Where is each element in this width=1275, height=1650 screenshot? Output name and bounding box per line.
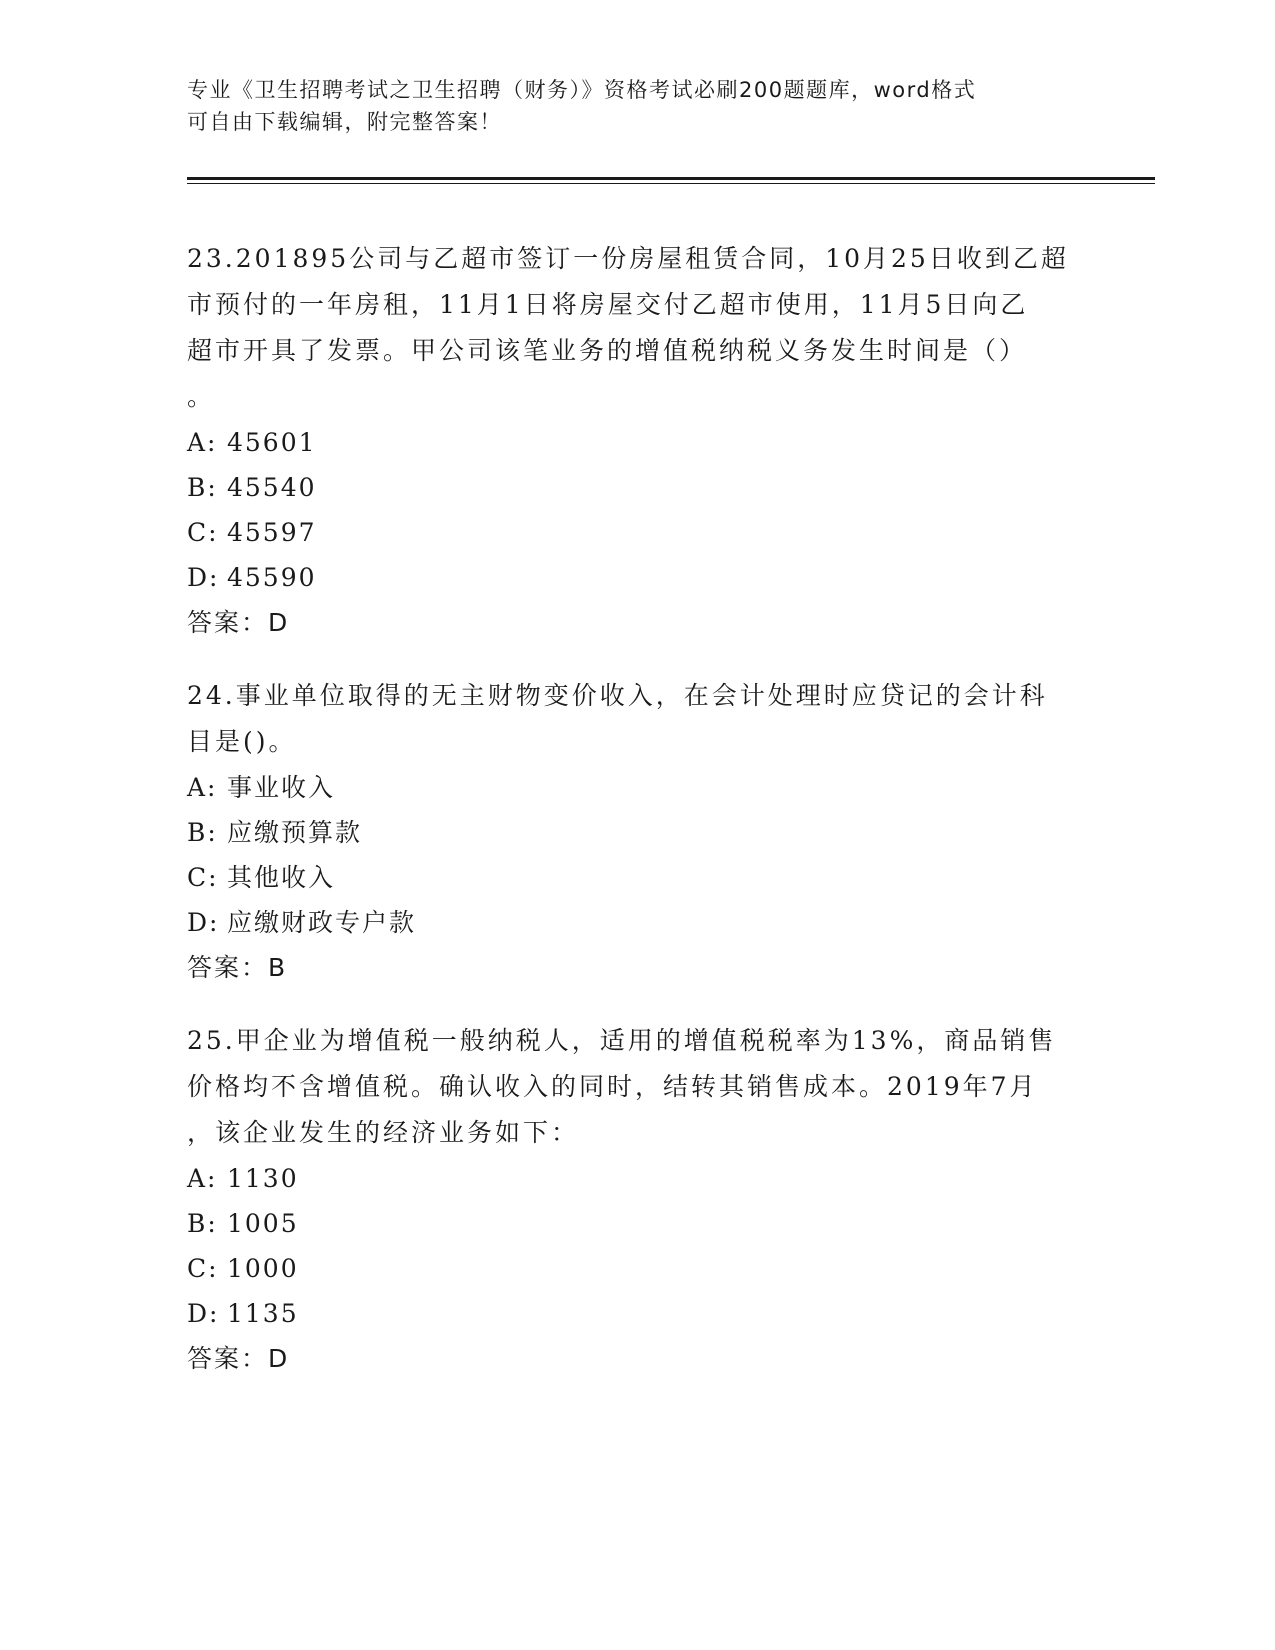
stem-line: ，该企业发生的经济业务如下： <box>187 1118 580 1147</box>
option-text: 45601 <box>227 428 317 457</box>
option-d <box>187 900 1087 945</box>
stem-line: 25.甲企业为增值税一般纳税人，适用的增值税税率为13%，商品销售 <box>187 1026 1057 1055</box>
stem-line: 超市开具了发票。甲公司该笔业务的增值税纳税义务发生时间是（） <box>187 336 1028 365</box>
option-text: 应缴财政专户款 <box>227 908 417 937</box>
stem-line: 24.事业单位取得的无主财物变价收入，在会计处理时应贷记的会计科 <box>187 681 1048 710</box>
answer-line: 答案：D <box>187 1344 290 1373</box>
option-a <box>187 420 1087 465</box>
option-a <box>187 1156 1087 1201</box>
option-b <box>187 1201 1087 1246</box>
option-label: D: <box>187 908 220 937</box>
question-23 <box>187 236 1087 646</box>
option-label: A: <box>187 428 218 457</box>
question-stem <box>187 673 1087 765</box>
option-b <box>187 465 1087 510</box>
option-text: 其他收入 <box>227 863 336 892</box>
option-b <box>187 810 1087 855</box>
option-label: C: <box>187 1254 219 1283</box>
option-text: 1130 <box>227 1164 299 1193</box>
stem-line: 。 <box>187 382 216 411</box>
option-d <box>187 1291 1087 1336</box>
option-c <box>187 855 1087 900</box>
question-stem <box>187 1018 1087 1156</box>
option-text: 1000 <box>227 1254 299 1283</box>
question-list <box>187 236 1087 1409</box>
option-d <box>187 555 1087 600</box>
question-25 <box>187 1018 1087 1382</box>
question-stem <box>187 236 1087 420</box>
option-label: D: <box>187 563 220 592</box>
option-text: 45540 <box>227 473 317 502</box>
option-text: 事业收入 <box>227 773 336 802</box>
option-label: D: <box>187 1299 220 1328</box>
option-label: B: <box>187 473 218 502</box>
answer-line: 答案：D <box>187 608 290 637</box>
option-a <box>187 765 1087 810</box>
stem-line: 目是()。 <box>187 727 297 756</box>
option-c <box>187 510 1087 555</box>
stem-line: 市预付的一年房租，11月1日将房屋交付乙超市使用，11月5日向乙 <box>187 290 1029 319</box>
option-label: C: <box>187 863 219 892</box>
option-text: 45597 <box>227 518 317 547</box>
header-line-2: 可自由下载编辑，附完整答案！ <box>187 110 502 134</box>
option-label: B: <box>187 1209 218 1238</box>
option-label: A: <box>187 1164 218 1193</box>
stem-line: 23.201895公司与乙超市签订一份房屋租赁合同，10月25日收到乙超 <box>187 244 1069 273</box>
option-label: B: <box>187 818 218 847</box>
question-24 <box>187 673 1087 991</box>
option-c <box>187 1246 1087 1291</box>
option-text: 1005 <box>227 1209 299 1238</box>
option-text: 1135 <box>227 1299 299 1328</box>
stem-line: 价格均不含增值税。确认收入的同时，结转其销售成本。2019年7月 <box>187 1072 1038 1101</box>
option-text: 应缴预算款 <box>227 818 363 847</box>
header-divider-thick <box>187 177 1155 180</box>
document-header <box>187 74 1067 138</box>
option-text: 45590 <box>227 563 317 592</box>
header-line-1: 专业《卫生招聘考试之卫生招聘（财务）》资格考试必刷200题题库，word格式 <box>187 78 977 102</box>
answer-line: 答案：B <box>187 953 288 982</box>
header-divider-thin <box>187 183 1155 184</box>
option-label: C: <box>187 518 219 547</box>
option-label: A: <box>187 773 218 802</box>
